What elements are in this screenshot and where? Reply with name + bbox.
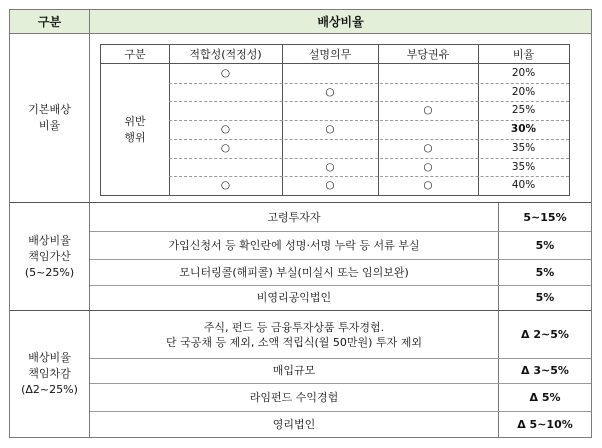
violation-group-label: 위반 행위 xyxy=(124,114,146,144)
section2-row-rate: 5% xyxy=(535,291,555,304)
section2-row-rate: 5~15% xyxy=(523,210,567,224)
violation-mark: ○ xyxy=(325,123,335,136)
section3-row-desc: 주식, 펀드 등 금융투자상품 투자경험. 단 국공채 등 제외, 소액 적립식(월 50만원) 투자 제외 xyxy=(166,320,422,349)
violation-mark: ○ xyxy=(325,179,335,192)
matrix-header-4: 비율 xyxy=(512,48,535,61)
violation-rate: 35% xyxy=(511,141,536,154)
section2-label: 배상비율 책임가산 (5~25%) xyxy=(24,233,75,279)
violation-matrix xyxy=(100,44,570,196)
section2-row-desc: 모니터링콜(해피콜) 부실(미실시 또는 임의보완) xyxy=(179,265,409,279)
matrix-header-1: 적합성(적정성) xyxy=(189,48,262,61)
section2-row-desc: 고령투자자 xyxy=(267,210,321,224)
header-rate-text: 배상비율 xyxy=(317,15,364,29)
matrix-header-0: 구분 xyxy=(124,48,146,61)
violation-mark: ○ xyxy=(423,160,433,173)
section3-row-rate: Δ 3~5% xyxy=(521,364,569,377)
section3-row-rate: Δ 2~5% xyxy=(521,328,569,341)
violation-mark: ○ xyxy=(220,179,231,192)
header-gubun xyxy=(10,10,89,34)
section3-row-rate: Δ 5~10% xyxy=(517,417,573,431)
section1-label: 기본배상 비율 xyxy=(28,103,71,132)
violation-rate: 40% xyxy=(511,179,536,192)
violation-rate: 25% xyxy=(511,104,536,117)
matrix-header-3: 부당권유 xyxy=(406,48,450,61)
violation-mark: ○ xyxy=(423,104,433,117)
section3-row-desc: 매입규모 xyxy=(272,364,316,377)
violation-mark: ○ xyxy=(325,160,335,173)
section2-row-desc: 비영리공익법인 xyxy=(256,291,332,304)
violation-mark: ○ xyxy=(220,67,231,79)
violation-mark: ○ xyxy=(423,179,433,192)
section2-row-desc: 가입신청서 등 확인란에 성명·서명 누락 등 서류 부실 xyxy=(168,238,420,252)
violation-rate: 30% xyxy=(510,123,537,136)
section3-label: 배상비율 책임차감 (Δ2~25%) xyxy=(21,351,78,396)
matrix-header-2: 설명의무 xyxy=(308,48,352,61)
header-rate xyxy=(90,10,591,34)
violation-rate: 20% xyxy=(511,67,536,79)
violation-mark: ○ xyxy=(423,141,433,154)
section3-row-desc: 영리법인 xyxy=(272,417,316,431)
matrix-header-line xyxy=(101,63,569,64)
violation-rate: 35% xyxy=(511,160,536,173)
header-gubun-text: 구분 xyxy=(37,15,62,29)
section3-row-rate: Δ 5% xyxy=(529,390,561,404)
violation-mark: ○ xyxy=(325,85,335,98)
section2-row-rate: 5% xyxy=(535,265,555,279)
compensation-table xyxy=(9,9,592,438)
violation-rate: 20% xyxy=(511,85,536,98)
violation-mark: ○ xyxy=(220,123,231,136)
violation-mark: ○ xyxy=(220,141,231,154)
section3-row-desc: 라임펀드 수익경험 xyxy=(249,390,339,404)
section2-row-rate: 5% xyxy=(535,238,555,252)
